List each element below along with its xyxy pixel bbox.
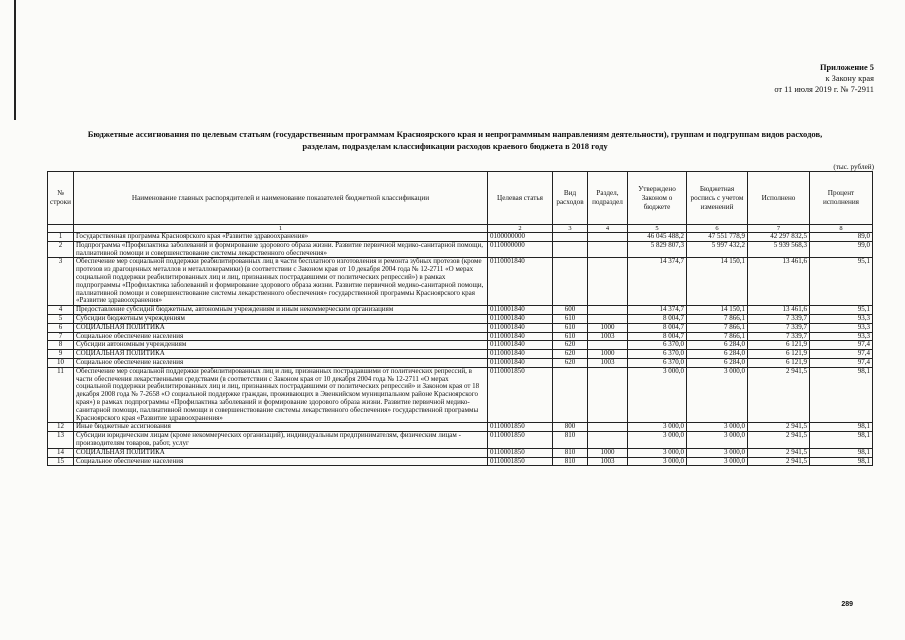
approved-amount-cell: 14 374,7 — [628, 306, 687, 315]
target-article-cell: 0100000000 — [488, 233, 553, 242]
row-number-cell: 8 — [48, 341, 74, 350]
executed-amount-cell: 5 939 568,3 — [748, 241, 810, 258]
col-header-percent: Процент исполнения — [810, 172, 873, 225]
row-name-cell: Социальное обеспечение населения — [74, 457, 488, 466]
percent-cell: 95,1 — [810, 258, 873, 306]
column-number: 8 — [810, 225, 873, 233]
row-number-cell: 9 — [48, 350, 74, 359]
approved-amount-cell: 6 370,0 — [628, 341, 687, 350]
percent-cell: 97,4 — [810, 350, 873, 359]
row-name-cell: Субсидии бюджетным учреждениям — [74, 314, 488, 323]
schedule-amount-cell: 3 000,0 — [687, 432, 748, 449]
section-cell: 1003 — [588, 332, 628, 341]
executed-amount-cell: 13 461,6 — [748, 306, 810, 315]
schedule-amount-cell: 3 000,0 — [687, 423, 748, 432]
table-row — [48, 432, 873, 449]
row-number-cell: 14 — [48, 448, 74, 457]
target-article-cell: 0110001840 — [488, 306, 553, 315]
row-name-cell: Социальное обеспечение населения — [74, 358, 488, 367]
executed-amount-cell: 6 121,9 — [748, 350, 810, 359]
col-header-approved: Утверждено Законом о бюджете — [628, 172, 687, 225]
section-cell — [588, 423, 628, 432]
row-name-cell: Подпрограмма «Профилактика заболеваний и формирование здорового образа жизни. Развитие первичной медико-санитарной помощи, паллиативной помощи и совершенствование системы лекарственного обеспечения» — [74, 241, 488, 258]
executed-amount-cell: 2 941,5 — [748, 432, 810, 449]
row-number-cell: 7 — [48, 332, 74, 341]
row-name-cell: Социальное обеспечение населения — [74, 332, 488, 341]
target-article-cell: 0110001840 — [488, 332, 553, 341]
table-row — [48, 233, 873, 242]
expense-kind-cell: 610 — [553, 332, 588, 341]
title-line-1: Бюджетные ассигнования по целевым статьям (государственным программам Красноярского края и непрограммным направлениям деятельности), группам и подгруппам видов расходов, — [87, 129, 823, 139]
expense-kind-cell: 610 — [553, 314, 588, 323]
section-cell — [588, 241, 628, 258]
target-article-cell: 0110001850 — [488, 367, 553, 423]
column-number: 5 — [628, 225, 687, 233]
approved-amount-cell: 3 000,0 — [628, 448, 687, 457]
units-label: (тыс. рублей) — [833, 163, 874, 171]
row-number-cell: 6 — [48, 323, 74, 332]
target-article-cell: 0110001840 — [488, 341, 553, 350]
col-header-row-number: № строки — [48, 172, 74, 225]
schedule-amount-cell: 3 000,0 — [687, 448, 748, 457]
approved-amount-cell: 14 374,7 — [628, 258, 687, 306]
section-cell: 1003 — [588, 457, 628, 466]
schedule-amount-cell: 5 997 432,2 — [687, 241, 748, 258]
section-cell — [588, 233, 628, 242]
row-name-cell: Субсидии автономным учреждениям — [74, 341, 488, 350]
executed-amount-cell: 2 941,5 — [748, 448, 810, 457]
table-row — [48, 258, 873, 306]
column-number: 4 — [588, 225, 628, 233]
row-name-cell: СОЦИАЛЬНАЯ ПОЛИТИКА — [74, 448, 488, 457]
executed-amount-cell: 6 121,9 — [748, 341, 810, 350]
table-row — [48, 332, 873, 341]
row-name-cell: Предоставление субсидий бюджетным, автономным учреждениям и иным некоммерческим организациям — [74, 306, 488, 315]
executed-amount-cell: 42 297 832,5 — [748, 233, 810, 242]
row-name-cell: Субсидии юридическим лицам (кроме некоммерческих организаций), индивидуальным предпринимателям, физическим лицам - производителям товаров, работ, услуг — [74, 432, 488, 449]
appendix-number: Приложение 5 — [819, 63, 874, 72]
expense-kind-cell: 620 — [553, 341, 588, 350]
col-header-schedule: Бюджетная роспись с учетом изменений — [687, 172, 748, 225]
row-number-cell: 10 — [48, 358, 74, 367]
row-number-cell: 13 — [48, 432, 74, 449]
column-number: 6 — [687, 225, 748, 233]
executed-amount-cell: 7 339,7 — [748, 332, 810, 341]
approved-amount-cell: 8 004,7 — [628, 323, 687, 332]
percent-cell: 98,1 — [810, 432, 873, 449]
schedule-amount-cell: 7 866,1 — [687, 332, 748, 341]
approved-amount-cell: 5 829 807,3 — [628, 241, 687, 258]
target-article-cell: 0110001840 — [488, 358, 553, 367]
document-title — [40, 128, 870, 152]
expense-kind-cell: 620 — [553, 358, 588, 367]
schedule-amount-cell: 6 284,0 — [687, 358, 748, 367]
approved-amount-cell: 6 370,0 — [628, 350, 687, 359]
row-name-cell: СОЦИАЛЬНАЯ ПОЛИТИКА — [74, 350, 488, 359]
schedule-amount-cell: 14 150,1 — [687, 258, 748, 306]
percent-cell: 93,3 — [810, 314, 873, 323]
section-cell — [588, 258, 628, 306]
schedule-amount-cell: 6 284,0 — [687, 341, 748, 350]
margin-rule — [14, 0, 16, 120]
row-number-cell: 1 — [48, 233, 74, 242]
target-article-cell: 0110001850 — [488, 448, 553, 457]
column-number: 2 — [488, 225, 553, 233]
target-article-cell: 0110000000 — [488, 241, 553, 258]
expense-kind-cell — [553, 241, 588, 258]
row-number-cell: 11 — [48, 367, 74, 423]
executed-amount-cell: 7 339,7 — [748, 314, 810, 323]
expense-kind-cell: 600 — [553, 306, 588, 315]
schedule-amount-cell: 7 866,1 — [687, 314, 748, 323]
table-row — [48, 241, 873, 258]
expense-kind-cell: 620 — [553, 350, 588, 359]
executed-amount-cell: 2 941,5 — [748, 367, 810, 423]
row-number-cell: 4 — [48, 306, 74, 315]
expense-kind-cell: 810 — [553, 448, 588, 457]
target-article-cell: 0110001850 — [488, 432, 553, 449]
row-name-cell: Обеспечение мер социальной поддержки реабилитированных лиц в части бесплатного изготовления и ремонта зубных протезов (кроме протезов из драгоценных металлов и металлокерамики) (в соответствии с Законом края от 10 декабря 2004 года № 12-2711 «О мерах социальной поддержки реабилитированных лиц и лиц, признанных пострадавшими от политических репрессий») в рамках подпрограммы «Профилактика заболеваний и формирование здорового образа жизни. Развитие первичной медико-санитарной помощи, паллиативной помощи и совершенствование системы лекарственного обеспечения» государственной программы Красноярского края «Развитие здравоохранения» — [74, 258, 488, 306]
column-number-row — [48, 225, 873, 233]
expense-kind-cell: 610 — [553, 323, 588, 332]
column-number: 3 — [553, 225, 588, 233]
schedule-amount-cell: 3 000,0 — [687, 457, 748, 466]
section-cell — [588, 432, 628, 449]
target-article-cell: 0110001850 — [488, 457, 553, 466]
target-article-cell: 0110001850 — [488, 423, 553, 432]
table-body — [48, 233, 873, 466]
column-number — [48, 225, 74, 233]
schedule-amount-cell: 14 150,1 — [687, 306, 748, 315]
col-header-done: Исполнено — [748, 172, 810, 225]
expense-kind-cell: 810 — [553, 432, 588, 449]
approved-amount-cell: 46 045 488,2 — [628, 233, 687, 242]
percent-cell: 89,0 — [810, 233, 873, 242]
col-header-target: Целевая статья — [488, 172, 553, 225]
col-header-section: Раздел, подраздел — [588, 172, 628, 225]
expense-kind-cell: 810 — [553, 457, 588, 466]
table-row — [48, 423, 873, 432]
section-cell: 1000 — [588, 350, 628, 359]
percent-cell: 98,1 — [810, 367, 873, 423]
row-name-cell: Иные бюджетные ассигнования — [74, 423, 488, 432]
section-cell — [588, 367, 628, 423]
page-number: 289 — [841, 601, 853, 608]
target-article-cell: 0110001840 — [488, 258, 553, 306]
approved-amount-cell: 3 000,0 — [628, 367, 687, 423]
table-row — [48, 350, 873, 359]
row-number-cell: 15 — [48, 457, 74, 466]
table-row — [48, 448, 873, 457]
expense-kind-cell — [553, 258, 588, 306]
schedule-amount-cell: 6 284,0 — [687, 350, 748, 359]
percent-cell: 97,4 — [810, 358, 873, 367]
row-name-cell: СОЦИАЛЬНАЯ ПОЛИТИКА — [74, 323, 488, 332]
row-number-cell: 2 — [48, 241, 74, 258]
approved-amount-cell: 3 000,0 — [628, 423, 687, 432]
schedule-amount-cell: 3 000,0 — [687, 367, 748, 423]
executed-amount-cell: 13 461,6 — [748, 258, 810, 306]
row-number-cell: 12 — [48, 423, 74, 432]
expense-kind-cell — [553, 367, 588, 423]
table-row — [48, 314, 873, 323]
percent-cell: 99,0 — [810, 241, 873, 258]
approved-amount-cell: 8 004,7 — [628, 314, 687, 323]
row-name-cell: Обеспечение мер социальной поддержки реабилитированных лиц и лиц, признанных пострадавшими от политических репрессий, в части обеспечения лекарственными средствами (в соответствии с Законом края от 10 декабря 2004 года № 12-2711 «О мерах социальной поддержки реабилитированных лиц и лиц, признанных пострадавшими от политических репрессий» и Законом края от 18 декабря 2008 года № 7-2658 «О социальной поддержке граждан, проживающих в Эвенкийском муниципальном районе Красноярского края») в рамках подпрограммы «Профилактика заболеваний и формирование здорового образа жизни. Развитие первичной медико-санитарной помощи, паллиативной помощи и совершенствование системы лекарственного обеспечения» государственной программы Красноярского края «Развитие здравоохранения» — [74, 367, 488, 423]
percent-cell: 95,1 — [810, 306, 873, 315]
table-row — [48, 323, 873, 332]
row-number-cell: 3 — [48, 258, 74, 306]
table-row — [48, 341, 873, 350]
column-number: 7 — [748, 225, 810, 233]
approved-amount-cell: 3 000,0 — [628, 457, 687, 466]
table-row — [48, 306, 873, 315]
table-row — [48, 367, 873, 423]
target-article-cell: 0110001840 — [488, 314, 553, 323]
section-cell — [588, 306, 628, 315]
approved-amount-cell: 8 004,7 — [628, 332, 687, 341]
section-cell: 1000 — [588, 448, 628, 457]
appendix-law-date: от 11 июля 2019 г. № 7-2911 — [774, 85, 874, 94]
table-header-row — [48, 172, 873, 225]
percent-cell: 97,4 — [810, 341, 873, 350]
section-cell — [588, 341, 628, 350]
budget-table — [47, 171, 873, 466]
appendix-law-ref: к Закону края — [825, 74, 874, 83]
executed-amount-cell: 2 941,5 — [748, 457, 810, 466]
expense-kind-cell — [553, 233, 588, 242]
executed-amount-cell: 6 121,9 — [748, 358, 810, 367]
section-cell — [588, 314, 628, 323]
col-header-kind: Вид расходов — [553, 172, 588, 225]
schedule-amount-cell: 7 866,1 — [687, 323, 748, 332]
schedule-amount-cell: 47 551 778,9 — [687, 233, 748, 242]
approved-amount-cell: 3 000,0 — [628, 432, 687, 449]
table-row — [48, 457, 873, 466]
column-number: 1 — [74, 225, 488, 233]
col-header-name: Наименование главных распорядителей и наименование показателей бюджетной классификации — [74, 172, 488, 225]
appendix-header — [774, 62, 874, 95]
percent-cell: 93,3 — [810, 323, 873, 332]
target-article-cell: 0110001840 — [488, 350, 553, 359]
percent-cell: 98,1 — [810, 457, 873, 466]
row-number-cell: 5 — [48, 314, 74, 323]
target-article-cell: 0110001840 — [488, 323, 553, 332]
section-cell: 1000 — [588, 323, 628, 332]
section-cell: 1003 — [588, 358, 628, 367]
row-name-cell: Государственная программа Красноярского края «Развитие здравоохранения» — [74, 233, 488, 242]
approved-amount-cell: 6 370,0 — [628, 358, 687, 367]
executed-amount-cell: 7 339,7 — [748, 323, 810, 332]
percent-cell: 98,1 — [810, 448, 873, 457]
title-line-2: разделам, подразделам классификации расходов краевого бюджета в 2018 году — [302, 141, 608, 151]
executed-amount-cell: 2 941,5 — [748, 423, 810, 432]
percent-cell: 98,1 — [810, 423, 873, 432]
percent-cell: 93,3 — [810, 332, 873, 341]
expense-kind-cell: 800 — [553, 423, 588, 432]
table-row — [48, 358, 873, 367]
